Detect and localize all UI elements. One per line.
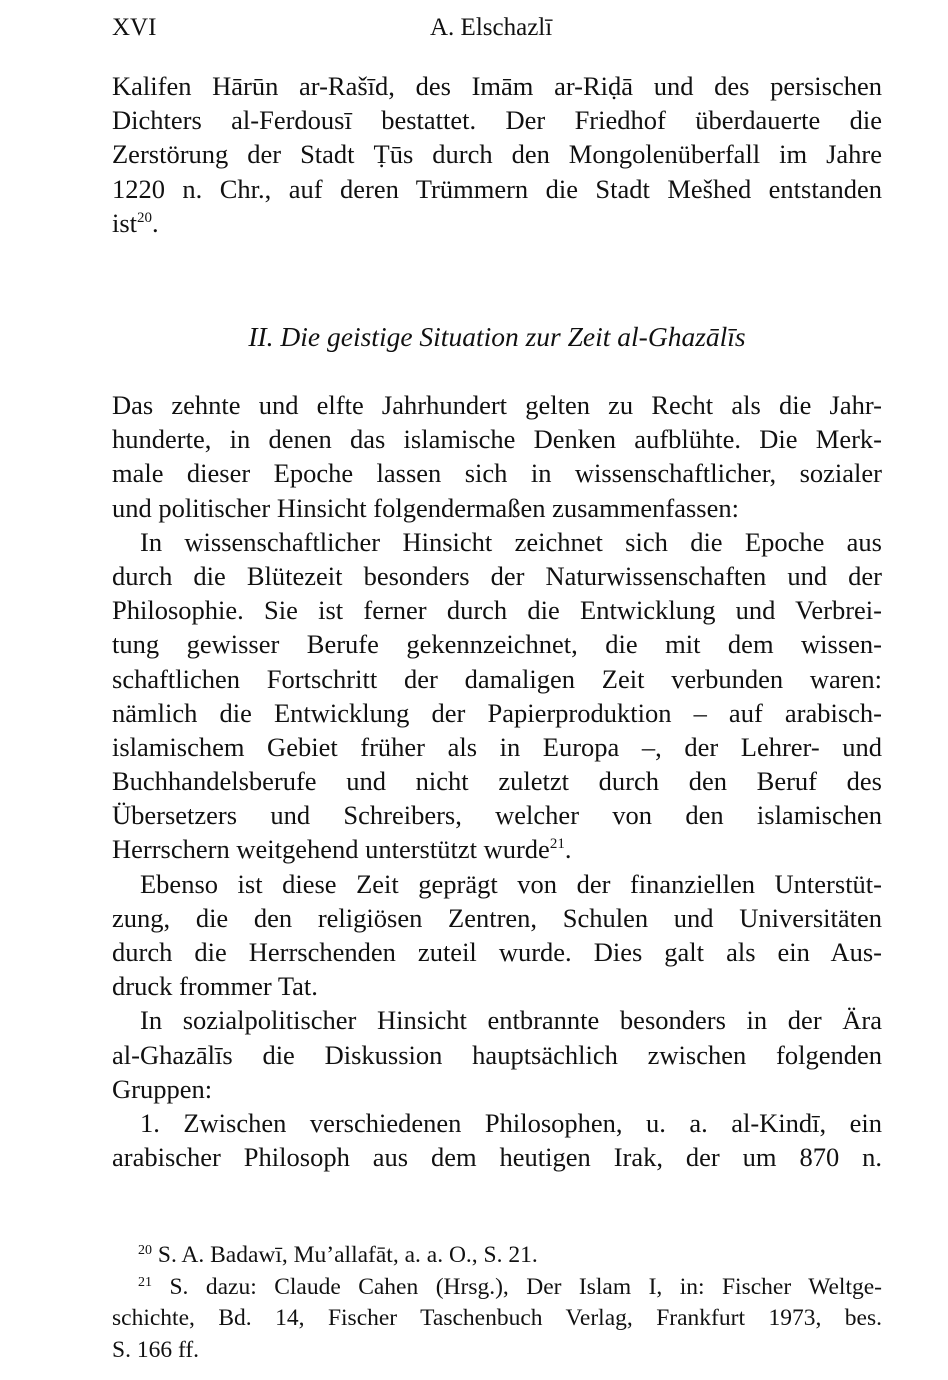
text-line: [112, 206, 882, 240]
footnote-number: 21: [138, 1274, 152, 1290]
text-line: nämlich die Entwicklung der Papierproduktion – auf arabisch-: [112, 697, 882, 728]
text-line: schaftlichen Fortschritt der damaligen Zeit verbunden waren:: [112, 663, 882, 694]
text-line: Ebenso ist diese Zeit geprägt von der finanziellen Unterstüt-: [140, 868, 882, 899]
footnote-line: S. 166 ff.: [112, 1336, 200, 1363]
text-line: Dichters al-Ferdousī bestattet. Der Friedhof überdauerte die: [112, 105, 882, 136]
text-line: [112, 832, 882, 866]
footnote-line: schichte, Bd. 14, Fischer Taschenbuch Verlag, Frankfurt 1973, bes.: [112, 1305, 882, 1332]
text-line: druck frommer Tat.: [112, 971, 318, 1002]
intro-paragraph: [112, 69, 882, 240]
footnote-number: 20: [138, 1243, 152, 1258]
footnote-ref-20: 20: [137, 209, 153, 226]
running-head: [112, 10, 882, 46]
text-line: arabischer Philosoph aus dem heutigen Irak, der um 870 n.: [112, 1142, 882, 1173]
text-fragment: ist: [112, 207, 138, 238]
text-line: zung, die den religiösen Zentren, Schulen und Universitäten: [112, 902, 882, 933]
footnote-text: S. dazu: Claude Cahen (Hrsg.), Der Islam I, in: Fischer Weltge-: [169, 1273, 882, 1300]
text-line: In sozialpolitischer Hinsicht entbrannte besonders in der Ära: [140, 1005, 882, 1036]
text-line: Das zehnte und elfte Jahrhundert gelten zu Recht als die Jahr-: [112, 390, 882, 420]
main-text: [112, 388, 882, 1174]
text-line: male dieser Epoche lassen sich in wissenschaftlicher, sozialer: [112, 458, 882, 489]
page-number: XVI: [112, 14, 157, 41]
text-line: al-Ghazālīs die Diskussion hauptsächlich zwischen folgenden: [112, 1039, 882, 1070]
text-line: islamischem Gebiet früher als in Europa –, der Lehrer- und: [112, 731, 882, 762]
text-fragment: .: [564, 834, 572, 865]
text-line: durch die Herrschenden zuteil wurde. Dies galt als ein Aus-: [112, 937, 882, 967]
footnote-21: [112, 1272, 882, 1304]
text-line: durch die Blütezeit besonders der Naturwissenschaften und der: [112, 560, 882, 591]
text-line: hunderte, in denen das islamische Denken aufblühte. Die Merk-: [112, 424, 882, 455]
text-fragment: .: [152, 207, 159, 238]
footnote-ref-21: 21: [549, 836, 565, 853]
text-line: Kalifen Hārūn ar-Rašīd, des Imām ar-Riḍā und des persischen: [112, 71, 882, 101]
text-line: Gruppen:: [112, 1073, 213, 1104]
footnote-20: [112, 1240, 882, 1272]
text-line: Übersetzers und Schreibers, welcher von den islamischen: [112, 800, 882, 831]
text-line: 1220 n. Chr., auf deren Trümmern die Stadt Mešhed entstanden: [112, 173, 882, 204]
text-line: und politischer Hinsicht folgendermaßen zusammenfassen:: [112, 492, 739, 523]
text-line: 1. Zwischen verschiedenen Philosophen, u. a. al-Kindī, ein: [140, 1107, 882, 1138]
text-line: tung gewisser Berufe gekennzeichnet, die mit dem wissen-: [112, 629, 882, 660]
text-fragment: Herrschern weitgehend unterstützt wurde: [112, 834, 550, 865]
footnotes: [112, 1240, 882, 1366]
running-title: A. Elschazlī: [430, 14, 553, 41]
text-line: Zerstörung der Stadt Ṭūs durch den Mongolenüberfall im Jahre: [112, 139, 882, 170]
text-line: In wissenschaftlicher Hinsicht zeichnet sich die Epoche aus: [140, 526, 882, 557]
section-heading: II. Die geistige Situation zur Zeit al-Ghazālīs: [248, 321, 746, 352]
text-line: Philosophie. Sie ist ferner durch die Entwicklung und Verbrei-: [112, 595, 882, 626]
text-line: Buchhandelsberufe und nicht zuletzt durch den Beruf des: [112, 766, 882, 797]
footnote-text: S. A. Badawī, Mu’allafāt, a. a. O., S. 21.: [157, 1242, 538, 1268]
